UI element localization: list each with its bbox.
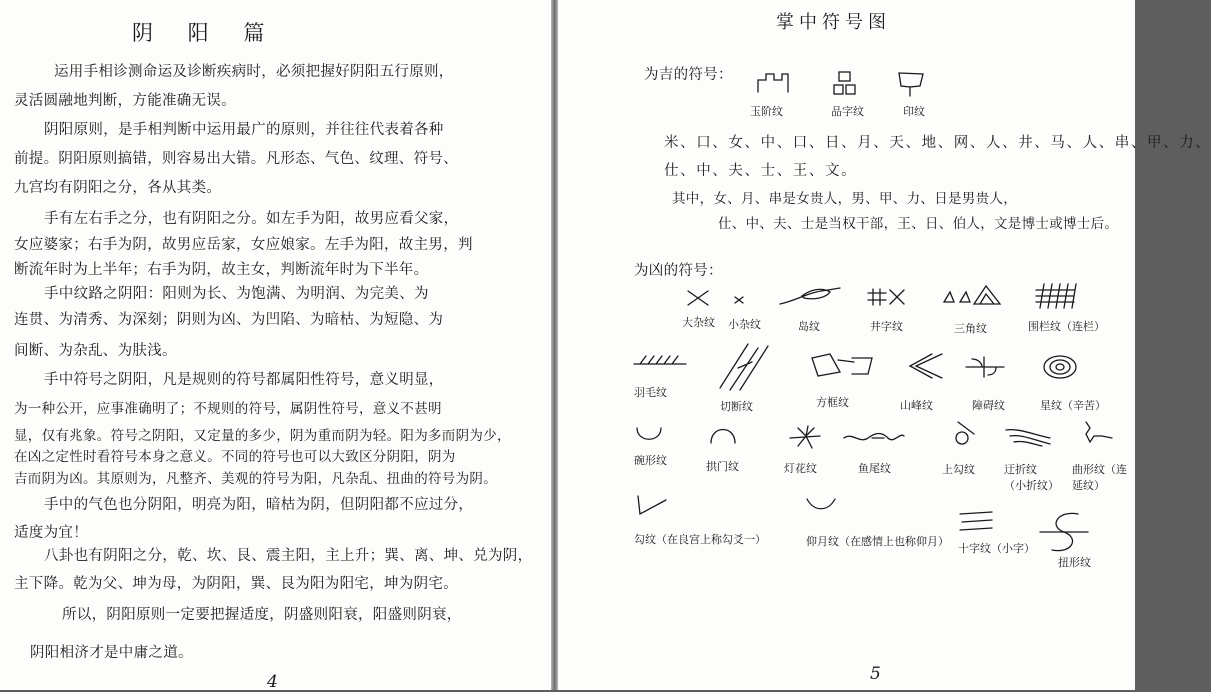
symbol-label: 扭形纹 [1058, 556, 1091, 569]
feather-icon [632, 352, 688, 368]
left-page [0, 0, 551, 690]
spiral-icon [1042, 354, 1078, 380]
text-line: 吉而阴为凶。其原则为，凡整齐、美观的符号为阳，凡杂乱、扭曲的符号为阴。 [14, 471, 497, 487]
text-line: 阴阳原则，是手相判断中运用最广的原则，并往往代表着各种 [44, 122, 444, 138]
text-line: 主下降。乾为父、坤为母，为阴阳，巽、艮为阳为阳宅，坤为阴宅。 [14, 576, 458, 592]
symbol-label: 曲形纹（连延纹） [1072, 463, 1127, 492]
symbol-label: 星纹（辛苦） [1040, 399, 1106, 412]
big-cross-icon [686, 289, 710, 307]
pin-sign-icon [832, 70, 858, 98]
symbol-label: 灯花纹 [784, 462, 817, 475]
text-line: 九宫均有阴阳之分，各从其类。 [14, 180, 222, 196]
text-line: 连贯、为清秀、为深刻；阴则为凶、为凹陷、为暗枯、为短隐、为 [14, 312, 444, 328]
page-number: 5 [870, 664, 881, 684]
text-line: 运用手相诊测命运及诊断疾病时，必须把握好阴阳五行原则， [54, 64, 454, 80]
right-page [558, 0, 1211, 690]
text-line: 所以，阴阳原则一定要把握适度，阴盛则阳衰，阳盛则阴衰， [62, 607, 462, 623]
fence-icon [1034, 282, 1080, 310]
text-line: 灵活圆融地判断，方能准确无误。 [14, 93, 236, 109]
text-line: 前提。阴阳原则搞错，则容易出大错。凡形态、气色、纹理、符号、 [14, 151, 458, 167]
crossed-branch-icon [964, 355, 1006, 379]
symbol-label: 山峰纹 [900, 399, 933, 412]
text-line: 间断、为杂乱、为肤浅。 [14, 343, 177, 359]
arch-icon [708, 425, 738, 445]
page-title: 阴 阳 篇 [132, 21, 279, 45]
text-line: 女应婆家；右手为阴，故男应岳家，女应娘家。左手为阳，故主男，判 [14, 237, 473, 253]
text-line: 其中，女、月、串是女贵人，男、甲、力、日是男贵人， [672, 191, 1017, 207]
page-title: 掌中符号图 [776, 12, 891, 33]
mountain-sign-icon [756, 72, 792, 94]
text-line: 断流年时为上半年；右手为阴，故主女，判断流年时为下半年。 [14, 262, 429, 278]
symbol-label: 切断纹 [720, 400, 753, 413]
symbol-label: 井字纹 [870, 320, 903, 333]
symbol-label: 十字纹（小字） [958, 542, 1035, 555]
symbol-label: 玉阶纹 [750, 105, 783, 118]
symbol-label: 小杂纹 [728, 318, 761, 331]
seal-sign-icon [896, 70, 926, 98]
symbol-label: 围栏纹（连栏） [1028, 320, 1105, 333]
page-number: 4 [267, 672, 278, 692]
text-line: 八卦也有阴阳之分，乾、坎、艮、震主阳，主上升；巽、离、坤、兑为阴， [44, 548, 533, 564]
cut-lines-icon [718, 340, 774, 392]
triangle-icon [942, 284, 1004, 308]
zigzag-icon [1080, 420, 1120, 450]
island-icon [778, 286, 842, 308]
symbol-label: 仰月纹（在感情上也称仰月） [806, 535, 949, 548]
symbol-label: 拱门纹 [706, 460, 739, 473]
text-line: 适度为宜！ [14, 525, 88, 541]
lamp-icon [788, 424, 822, 450]
text-line: 手中纹路之阴阳：阳则为长、为饱满、为明润、为完美、为 [44, 286, 429, 302]
chevron-icon [908, 352, 944, 382]
symbol-label: 三角纹 [954, 322, 987, 335]
text-line: 手中的气色也分阴阳，明亮为阳，暗枯为阴，但阴阳都不应过分， [44, 497, 474, 513]
text-line: 显，仅有兆象。符号之阴阳，又定量的多少，阴为重而阴为轻。阳为多而阴为少， [14, 428, 511, 444]
v-hook-icon [634, 494, 670, 516]
well-grid-icon [864, 287, 906, 307]
text-line: 手有左右手之分，也有阴阳之分。如左手为阳，故男应看父家， [44, 211, 459, 227]
text-line: 手中符号之阴阳，凡是规则的符号都属阳性符号，意义明显， [44, 372, 444, 388]
text-line: 在凶之定性时看符号本身之意义。不同的符号也可以大致区分阴阳，阴为 [14, 449, 456, 465]
square-icon [808, 352, 878, 380]
text-line: 为一种公开，应事准确明了；不规则的符号，属阴性符号，意义不甚明 [14, 401, 442, 417]
small-cross-icon [733, 295, 745, 305]
symbol-label: 印纹 [903, 105, 925, 118]
section-heading-inauspicious: 为凶的符号： [634, 263, 723, 279]
symbol-label: 鱼尾纹 [858, 462, 891, 475]
moon-icon [804, 496, 838, 512]
symbol-label: 品字纹 [831, 105, 864, 118]
symbol-label: 障碍纹 [972, 399, 1005, 412]
symbol-label: 迂折纹（小折纹） [1004, 463, 1059, 492]
s-curve-icon [1038, 510, 1090, 556]
text-line: 阴阳相济才是中庸之道。 [30, 645, 193, 661]
book-gutter [551, 0, 558, 690]
section-heading-auspicious: 为吉的符号： [644, 67, 733, 83]
symbol-label: 碗形纹 [634, 454, 667, 467]
symbol-label: 方框纹 [816, 396, 849, 409]
wave-lines-icon [1004, 424, 1054, 446]
symbol-label: 勾纹（在良宫上称勾爻一） [634, 533, 766, 546]
symbol-label: 羽毛纹 [634, 386, 667, 399]
text-line: 米、口、女、中、口、日、月、天、地、网、人、井、马、人、串、甲、力、 [664, 135, 1211, 151]
symbol-label: 岛纹 [798, 320, 820, 333]
text-line: 仕、中、夫、士是当权干部，王、日、伯人，文是博士或博士后。 [718, 216, 1119, 232]
ten-lines-icon [958, 510, 996, 534]
cup-icon [634, 425, 664, 443]
symbol-label: 上勾纹 [942, 463, 975, 476]
fish-tail-icon [842, 428, 906, 446]
text-line: 仕、中、夫、士、王、文。 [664, 163, 858, 179]
symbol-label: 大杂纹 [682, 316, 715, 329]
hook-icon [954, 418, 980, 448]
